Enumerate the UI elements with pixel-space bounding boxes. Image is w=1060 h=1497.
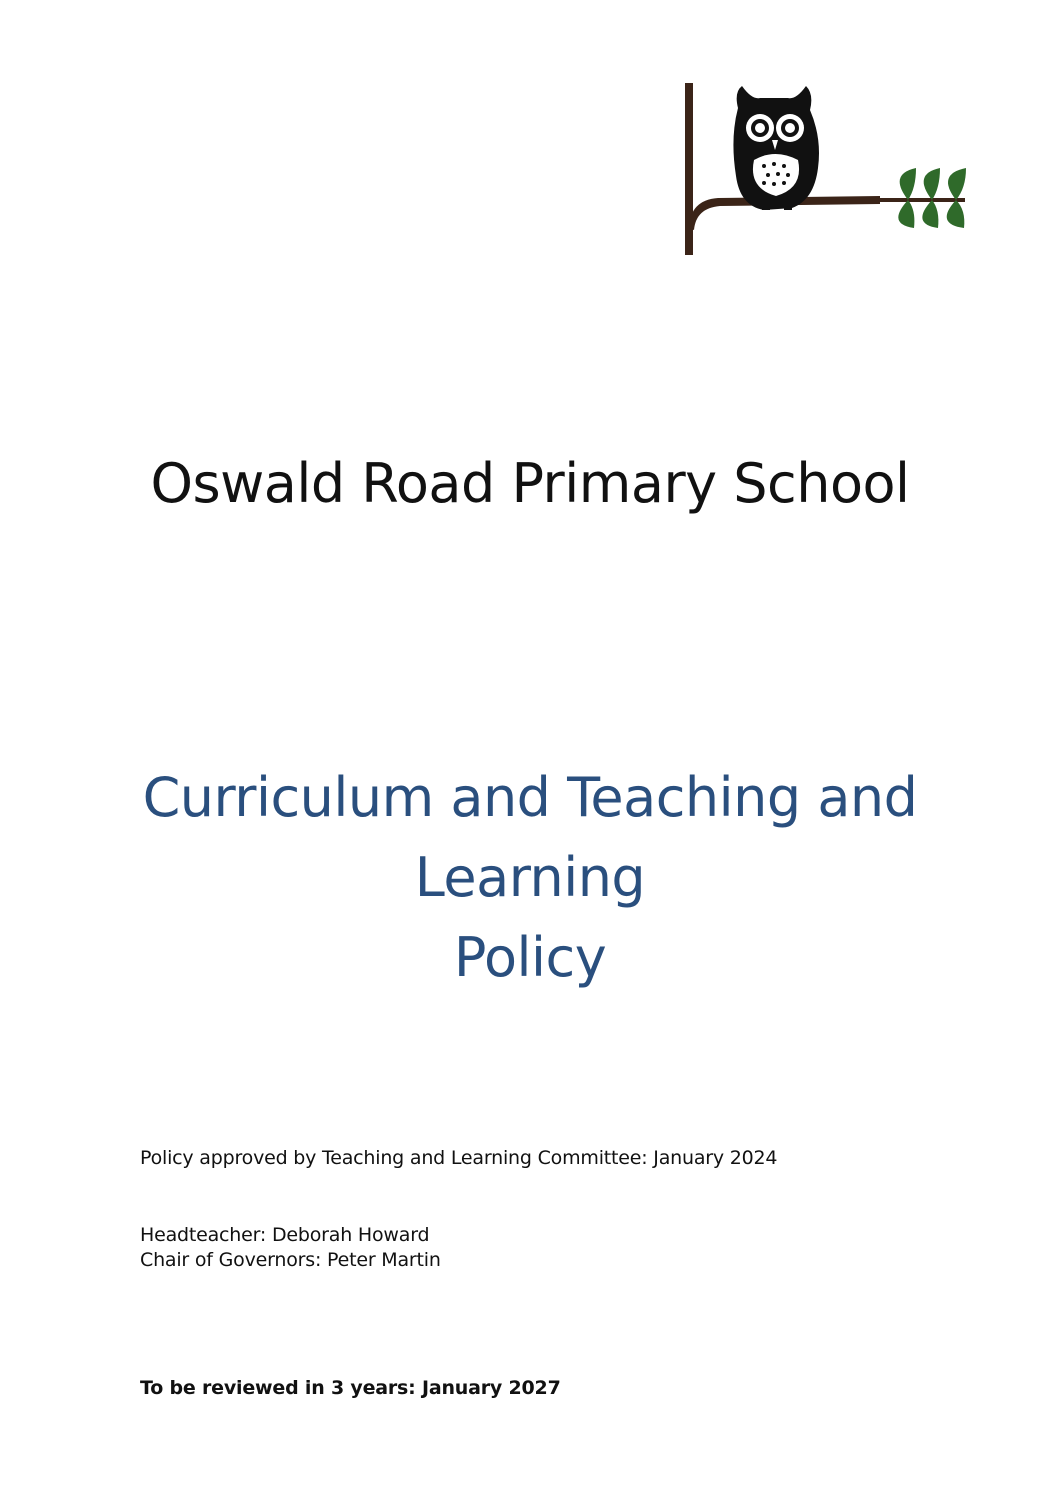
school-name: Oswald Road Primary School xyxy=(150,452,910,515)
policy-title-line-3: Policy xyxy=(453,926,607,989)
policy-title xyxy=(0,758,1060,998)
policy-title-line-2: Learning xyxy=(414,846,646,909)
chair-of-governors-name: Chair of Governors: Peter Martin xyxy=(140,1249,441,1271)
school-logo xyxy=(680,78,980,263)
approval-statement: Policy approved by Teaching and Learning Committee: January 2024 xyxy=(140,1147,778,1169)
headteacher-name: Headteacher: Deborah Howard xyxy=(140,1224,430,1246)
review-date: To be reviewed in 3 years: January 2027 xyxy=(140,1377,561,1399)
policy-title-line-1: Curriculum and Teaching and xyxy=(142,766,918,829)
owl-on-branch-logo-icon xyxy=(680,78,980,263)
